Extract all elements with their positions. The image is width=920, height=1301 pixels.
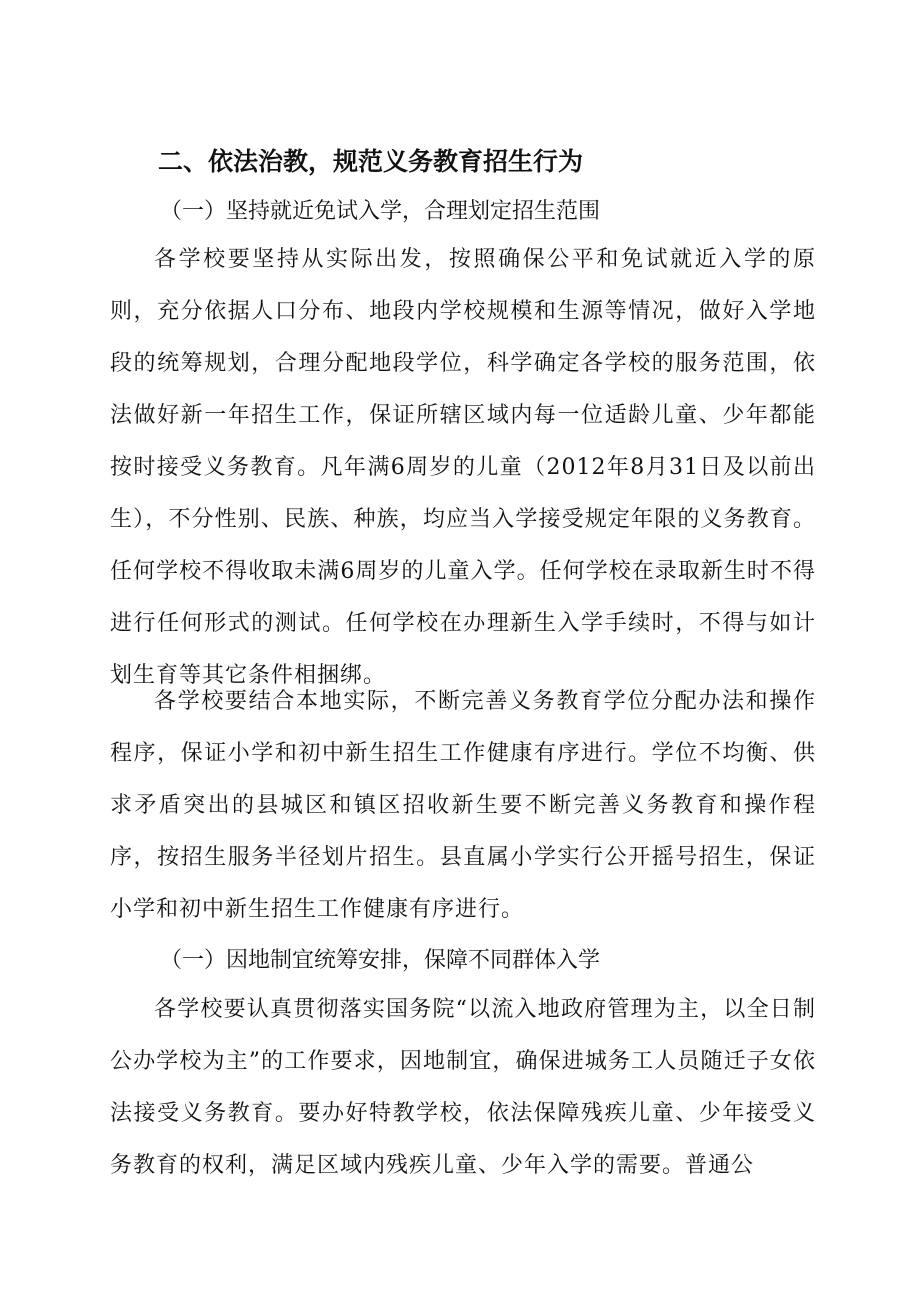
- section-heading: 二、依法治教，规范义务教育招生行为: [158, 147, 584, 176]
- subsection-heading-1: （一）坚持就近免试入学，合理划定招生范围: [160, 199, 601, 224]
- paragraph-1: 各学校要坚持从实际出发，按照确保公平和免试就近入学的原则，充分依据人口分布、地段内学校规模和生源等情况，做好入学地段的统筹规划，合理分配地段学位，科学确定各学校的服务范围，依法做好新一年招生工作，保证所辖区域内每一位适龄儿童、少年都能按时接受义务教育。凡年满6周岁的儿童（2012年8月31日及以前出生），不分性别、民族、种族，均应当入学接受规定年限的义务教育。任何学校不得收取未满6周岁的儿童入学。任何学校在录取新生时不得进行任何形式的测试。任何学校在办理新生入学手续时，不得与如计划生育等其它条件相捆绑。: [110, 247, 816, 688]
- paragraph-2: 各学校要结合本地实际，不断完善义务教育学位分配办法和操作程序，保证小学和初中新生招生工作健康有序进行。学位不均衡、供求矛盾突出的县城区和镇区招收新生要不断完善义务教育和操作程序，按招生服务半径划片招生。县直属小学实行公开摇号招生，保证小学和初中新生招生工作健康有序进行。: [110, 689, 816, 922]
- paragraph-3: 各学校要认真贯彻落实国务院“以流入地政府管理为主，以全日制公办学校为主”的工作要求，因地制宜，确保进城务工人员随迁子女依法接受义务教育。要办好特教学校，依法保障残疾儿童、少年接受义务教育的权利，满足区域内残疾儿童、少年入学的需要。普通公: [110, 997, 816, 1178]
- subsection-heading-2: （一）因地制宜统筹安排，保障不同群体入学: [160, 948, 601, 973]
